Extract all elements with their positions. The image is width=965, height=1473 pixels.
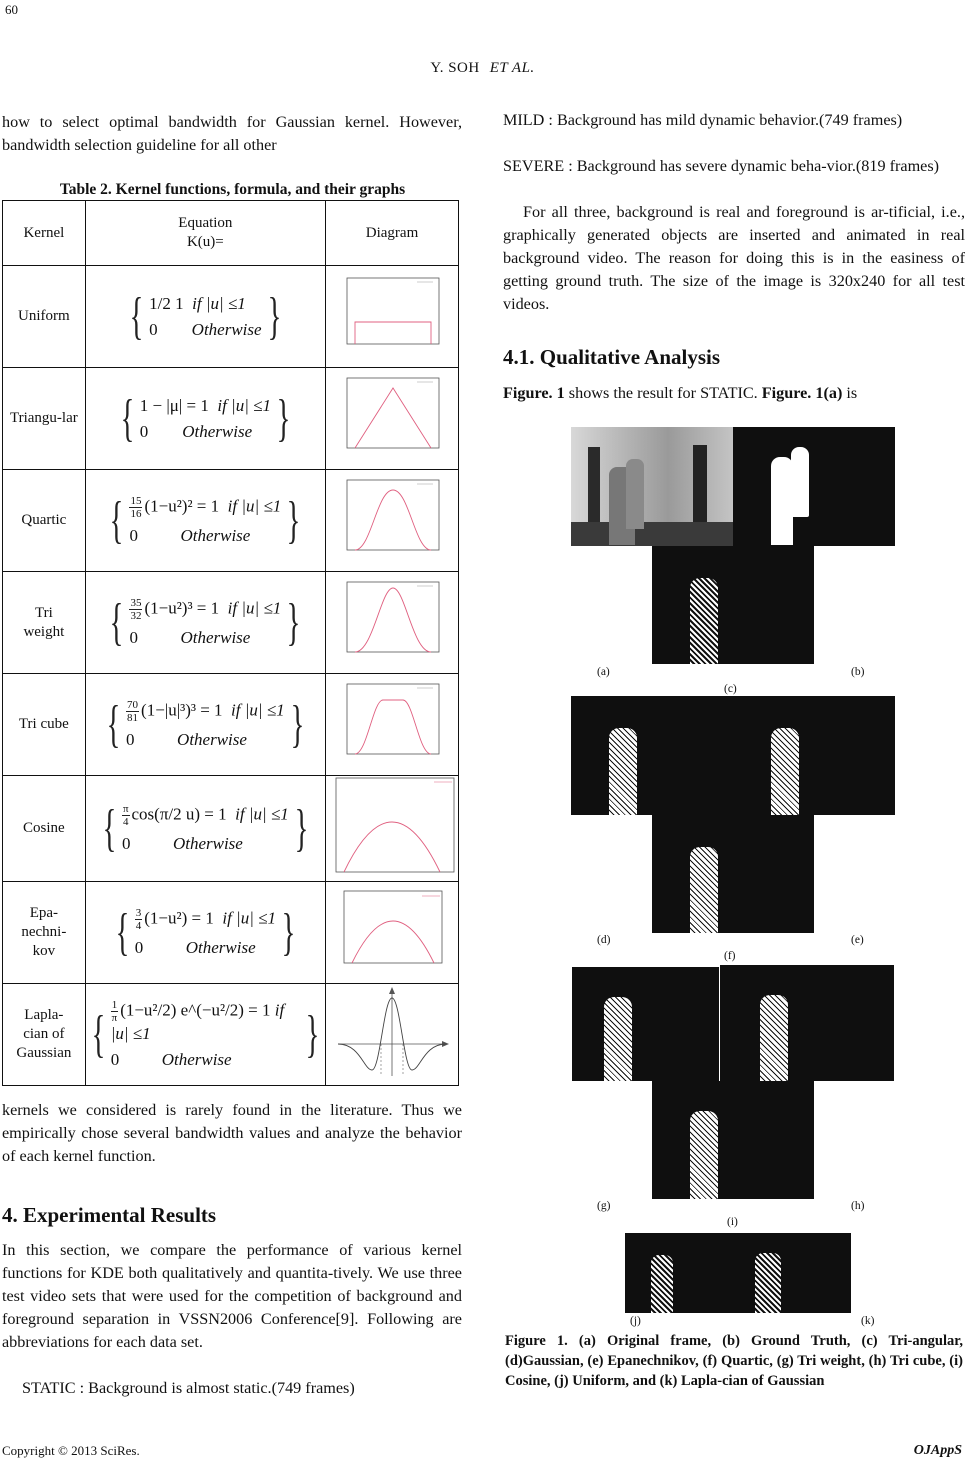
eq-fraction: $\frac{35}{32}$ [130, 597, 142, 622]
header-equation [85, 201, 325, 266]
figure-panel-j-k [625, 1233, 851, 1313]
epanechnikov-plot [326, 882, 459, 984]
eq-condition: if |u| ≤1 [217, 395, 271, 415]
header-diagram: Diagram [326, 201, 459, 266]
triangle-plot [326, 368, 459, 470]
figure-panel-i-cosine [652, 1081, 814, 1199]
eq-value: cos(π/2 u) = 1 [131, 804, 227, 824]
journal-name: OJAppS [913, 1443, 962, 1458]
table-row [3, 674, 459, 776]
kernel-equation: { 1/2 1 if |u| ≤1 0 Otherwise } [85, 266, 325, 368]
figure-panel-f-quartic [652, 815, 814, 933]
label-d: (d) [597, 934, 611, 946]
eq-otherwise: Otherwise [172, 834, 243, 853]
eq-otherwise: Otherwise [191, 319, 262, 339]
eq-fraction: $\frac{1}{\pi}$ [111, 999, 118, 1024]
kernel-equation: { 1 − |μ| = 1 if |u| ≤1 0 Otherwise } [85, 368, 325, 470]
eq-value: 1 − |μ| = 1 [139, 395, 209, 415]
eq-condition: if |u| ≤1 [235, 804, 289, 824]
label-i: (i) [727, 1216, 738, 1228]
eq-value: (1−u²) = 1 [144, 908, 214, 928]
copyright: Copyright © 2013 SciRes. [2, 1443, 140, 1458]
eq-fraction: $\frac{70}{81}$ [127, 699, 139, 724]
eq-otherwise: Otherwise [185, 938, 256, 957]
eq-zero: 0 [129, 526, 138, 545]
figure-ref: Figure. 1(a) [761, 384, 843, 402]
header-ku-label: K(u)= [186, 234, 224, 250]
table-row [3, 470, 459, 572]
kernel-name: Tri cube [3, 674, 86, 776]
eq-fraction: $\frac{15}{16}$ [130, 495, 142, 520]
table-row [3, 882, 459, 984]
figure-panel-a-original [571, 427, 733, 546]
kernel-name: Uniform [3, 266, 86, 368]
after-table-text: kernels we considered is rarely found in the literature. Thus we empirically chose several bandwidth values and analyze the behavior of each kernel function. [2, 1101, 462, 1165]
triweight-plot [326, 572, 459, 674]
label-a: (a) [597, 666, 610, 678]
eq-value: (1−|u|³)³ = 1 [141, 700, 223, 720]
eq-condition: if |u| ≤1 [227, 496, 282, 516]
table-row [3, 572, 459, 674]
table-row [3, 984, 459, 1086]
eq-zero: 0 [134, 938, 144, 957]
kernel-equation: { $\frac{70}{81}$ (1−|u|³)³ = 1 if |u| ≤1 0 Otherwise } [85, 674, 325, 776]
eq-condition: if |u| ≤1 [110, 1000, 285, 1043]
label-h: (h) [851, 1200, 865, 1212]
eq-fraction: $\frac{3}{4}$ [135, 907, 142, 932]
header-equation-label: Equation [178, 215, 233, 231]
table-header-row [3, 201, 459, 266]
kernel-name: Triangu-lar [3, 368, 86, 470]
eq-condition: if |u| ≤1 [222, 908, 276, 928]
table-row [3, 368, 459, 470]
table-row [3, 266, 459, 368]
kernel-equation: { $\frac{\pi}{4}$ cos(π/2 u) = 1 if |u| ≤1 0 Otherwise } [85, 776, 325, 882]
eq-zero: 0 [121, 834, 131, 853]
label-g: (g) [597, 1200, 611, 1212]
figure-intro [503, 382, 965, 405]
eq-condition: if |u| ≤1 [231, 700, 285, 720]
page-number: 60 [5, 2, 18, 17]
intro-text: how to select optimal bandwidth for Gaussian kernel. However, bandwidth selection guideline for all other [2, 113, 462, 154]
figure-panel-d-e [571, 696, 895, 815]
label-j: (j) [630, 1315, 641, 1327]
label-k: (k) [861, 1315, 875, 1327]
severe-line: SEVERE : Background has severe dynamic beha-vior.(819 frames) [503, 157, 940, 175]
kernel-name: Lapla- cian of Gaussian [3, 984, 86, 1086]
kernel-equation: { $\frac{15}{16}$ (1−u²)² = 1 if |u| ≤1 0 Otherwise } [85, 470, 325, 572]
eq-zero: 0 [139, 421, 149, 441]
figure-intro-text: shows the result for STATIC. [564, 384, 762, 402]
eq-condition: if |u| ≤1 [227, 598, 282, 618]
kernel-name: Epa- nechni- kov [3, 882, 86, 984]
quartic-plot [326, 470, 459, 572]
figure-intro-end: is [842, 384, 858, 402]
label-f: (f) [724, 950, 736, 962]
eq-zero: 0 [149, 319, 158, 339]
eq-value: (1−u²/2) e^(−u²/2) = 1 [120, 1000, 271, 1020]
section-body: In this section, we compare the performance of various kernel functions for KDE both qualitatively and quantita-tively. We use three test video sets that were used for the competition of background and foreground separation in VSSN2006 Conference[9]. Following are abbreviations for each data set. [2, 1241, 462, 1351]
kernel-equation: { $\frac{35}{32}$ (1−u²)³ = 1 if |u| ≤1 0 Otherwise } [85, 572, 325, 674]
eq-value: (1−u²)³ = 1 [144, 598, 220, 618]
cosine-plot [326, 776, 459, 882]
kernel-equation: { $\frac{3}{4}$ (1−u²) = 1 if |u| ≤1 0 Otherwise } [85, 882, 325, 984]
eq-zero: 0 [129, 628, 138, 647]
label-c: (c) [724, 683, 737, 695]
figure-ref: Figure. 1 [503, 384, 565, 402]
running-head [0, 60, 965, 77]
running-head-author: Y. SOH [430, 60, 480, 76]
label-b: (b) [851, 666, 865, 678]
eq-condition: if |u| ≤1 [192, 293, 246, 313]
figure-panel-h-tricube [720, 965, 894, 1081]
table-caption: Table 2. Kernel functions, formula, and their graphs [59, 181, 406, 198]
kernel-name: Quartic [3, 470, 86, 572]
eq-zero: 0 [110, 1050, 120, 1069]
eq-otherwise: Otherwise [180, 526, 251, 545]
tricube-plot [326, 674, 459, 776]
mild-line: MILD : Background has mild dynamic behavior.(749 frames) [503, 111, 903, 129]
header-kernel: Kernel [3, 201, 86, 266]
log-plot [326, 984, 459, 1086]
eq-otherwise: Otherwise [161, 1050, 232, 1069]
eq-value: 1/2 1 [149, 293, 184, 313]
eq-zero: 0 [126, 730, 135, 749]
kernel-name: Tri weight [3, 572, 86, 674]
static-line: STATIC : Background is almost static.(749 frames) [22, 1379, 355, 1397]
kernel-name: Cosine [3, 776, 86, 882]
label-e: (e) [851, 934, 864, 946]
eq-otherwise: Otherwise [177, 730, 247, 749]
section-heading: 4. Experimental Results [2, 1203, 217, 1227]
eq-fraction: $\frac{\pi}{4}$ [122, 803, 129, 828]
eq-otherwise: Otherwise [180, 628, 251, 647]
eq-value: (1−u²)² = 1 [144, 496, 220, 516]
figure-caption: Figure 1. (a) Original frame, (b) Ground Truth, (c) Tri-angular, (d)Gaussian, (e) Epanechnikov, (f) Quartic, (g) Tri weight, (h) Tri cube, (i) Cosine, (j) Uniform, and (k) Lapla-cian of Gaussian [505, 1333, 963, 1389]
running-head-etal: ET AL. [489, 60, 535, 76]
kernel-equation: { $\frac{1}{\pi}$ (1−u²/2) e^(−u²/2) = 1 if |u| ≤1 0 Otherwise } [85, 984, 325, 1086]
dataset-paragraph: For all three, background is real and foreground is ar-tificial, i.e., graphically generated objects are inserted and animated in real background video. The reason for doing this is in the easiness of getting ground truth. The size of the image is 320x240 for all test videos. [503, 203, 965, 313]
figure-panel-b-ground-truth [733, 427, 895, 546]
uniform-plot [326, 266, 459, 368]
kernel-table [2, 200, 459, 1086]
figure-panel-g-triweight [572, 967, 719, 1081]
table-row [3, 776, 459, 882]
subsection-heading: 4.1. Qualitative Analysis [503, 345, 721, 369]
eq-otherwise: Otherwise [182, 421, 253, 441]
figure-panel-c-triangular [652, 546, 814, 664]
